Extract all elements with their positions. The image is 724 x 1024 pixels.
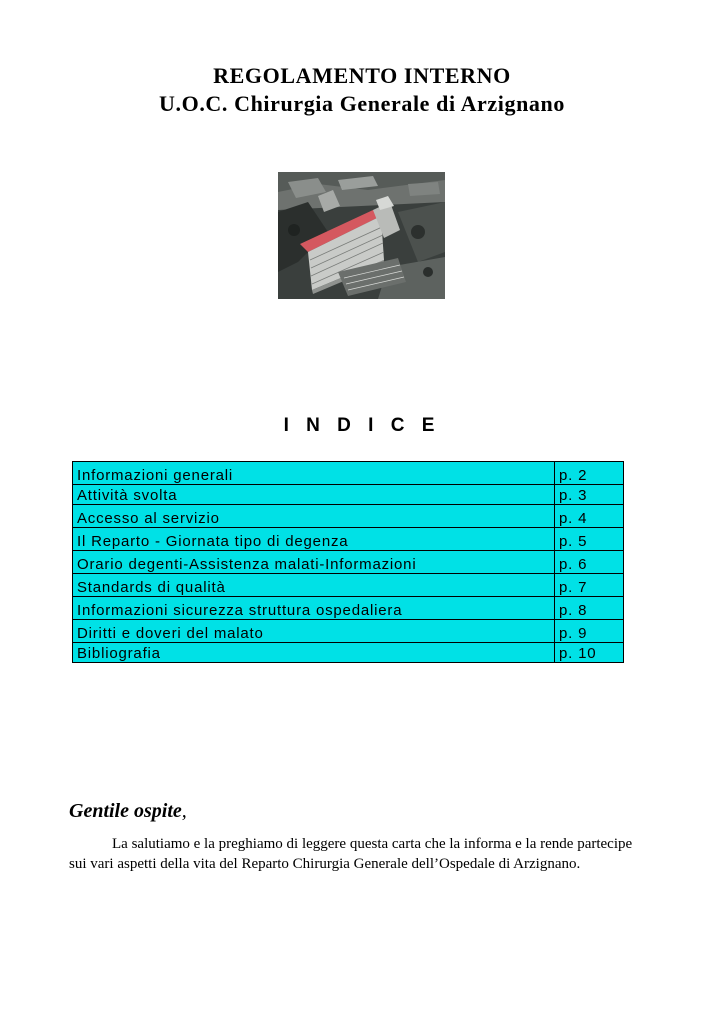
- table-row: [73, 505, 624, 528]
- toc-entry-page: p. 7: [555, 574, 624, 597]
- toc-entry-label: Accesso al servizio: [73, 505, 555, 528]
- toc-entry-label: Il Reparto - Giornata tipo di degenza: [73, 528, 555, 551]
- table-row: [73, 643, 624, 663]
- table-row: [73, 528, 624, 551]
- toc-entry-label: Diritti e doveri del malato: [73, 620, 555, 643]
- toc-entry-label: Orario degenti-Assistenza malati-Informazioni: [73, 551, 555, 574]
- intro-paragraph: La salutiamo e la preghiamo di leggere questa carta che la informa e la rende partecipe sui vari aspetti della vita del Reparto Chirurgia Generale dell’Ospedale di Arzignano.: [69, 836, 633, 872]
- table-row: [73, 574, 624, 597]
- table-row: [73, 551, 624, 574]
- table-of-contents: [72, 461, 624, 663]
- toc-entry-page: p. 5: [555, 528, 624, 551]
- table-row: [73, 620, 624, 643]
- greeting-text: Gentile ospite: [69, 800, 182, 822]
- toc-entry-page: p. 2: [555, 462, 624, 485]
- toc-entry-page: p. 9: [555, 620, 624, 643]
- toc-entry-page: p. 10: [555, 643, 624, 663]
- toc-entry-label: Informazioni generali: [73, 462, 555, 485]
- toc-entry-label: Standards di qualità: [73, 574, 555, 597]
- toc-entry-page: p. 8: [555, 597, 624, 620]
- document-subtitle: U.O.C. Chirurgia Generale di Arzignano: [159, 91, 565, 116]
- toc-entry-page: p. 6: [555, 551, 624, 574]
- table-row: [73, 597, 624, 620]
- table-row: [73, 485, 624, 505]
- document-title: REGOLAMENTO INTERNO: [213, 63, 511, 88]
- toc-entry-label: Attività svolta: [73, 485, 555, 505]
- table-row: [73, 462, 624, 485]
- greeting: [69, 800, 187, 823]
- toc-entry-label: Informazioni sicurezza struttura ospedaliera: [73, 597, 555, 620]
- toc-entry-page: p. 4: [555, 505, 624, 528]
- index-heading: I N D I C E: [283, 415, 441, 436]
- greeting-punctuation: ,: [181, 800, 187, 822]
- toc-entry-label: Bibliografia: [73, 643, 555, 663]
- hospital-aerial-photo: [278, 172, 445, 299]
- toc-entry-page: p. 3: [555, 485, 624, 505]
